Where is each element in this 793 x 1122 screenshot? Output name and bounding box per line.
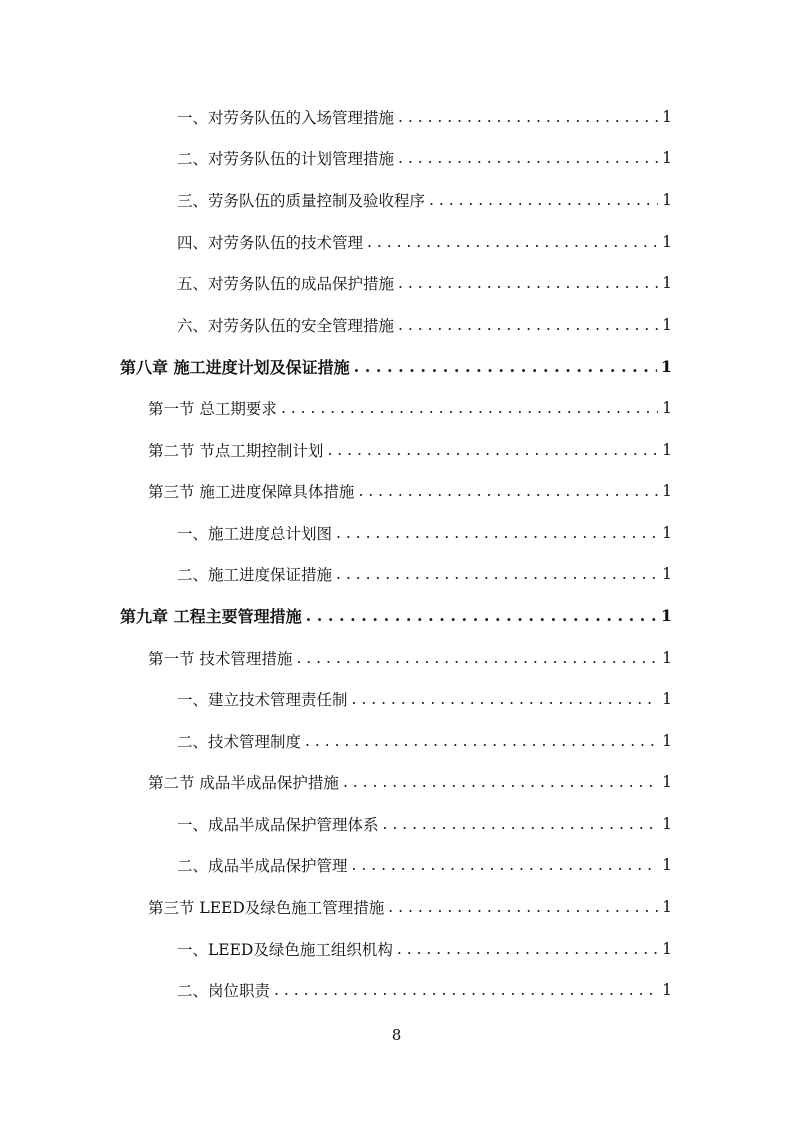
toc-entry-page: 1 xyxy=(662,856,672,875)
toc-entry-title: 二、施工进度保证措施 xyxy=(177,566,333,585)
toc-entry-item[interactable] xyxy=(0,304,793,346)
toc-entry-title: 第二节 节点工期控制计划 xyxy=(148,441,324,460)
toc-entry-item[interactable] xyxy=(0,803,793,845)
toc-dot-leader xyxy=(383,815,658,833)
toc-dot-leader xyxy=(336,524,658,542)
toc-entry-section[interactable] xyxy=(0,429,793,471)
toc-dot-leader xyxy=(327,441,658,459)
toc-entry-item[interactable] xyxy=(0,96,793,138)
toc-entry-title: 二、技术管理制度 xyxy=(177,732,302,751)
toc-entry-title: 第一节 技术管理措施 xyxy=(148,649,293,668)
toc-entry-item[interactable] xyxy=(0,554,793,596)
toc-dot-leader xyxy=(398,149,658,167)
toc-dot-leader xyxy=(336,565,658,583)
toc-entry-page: 1 xyxy=(662,482,672,501)
toc-entry-page: 1 xyxy=(660,356,672,376)
toc-dot-leader xyxy=(343,773,658,791)
toc-entry-title: 一、LEED及绿色施工组织机构 xyxy=(177,940,393,959)
toc-entry-title: 二、对劳务队伍的计划管理措施 xyxy=(177,150,395,169)
toc-dot-leader xyxy=(281,399,658,417)
toc-entry-page: 1 xyxy=(662,190,672,209)
toc-entry-title: 二、岗位职责 xyxy=(177,982,271,1001)
toc-entry-section[interactable] xyxy=(0,886,793,928)
toc-entry-item[interactable] xyxy=(0,720,793,762)
toc-entry-page: 1 xyxy=(662,523,672,542)
toc-entry-title: 一、施工进度总计划图 xyxy=(177,524,333,543)
toc-dot-leader xyxy=(305,732,658,750)
toc-entry-section[interactable] xyxy=(0,387,793,429)
toc-entry-page: 1 xyxy=(662,565,672,584)
toc-entry-section[interactable] xyxy=(0,637,793,679)
toc-dot-leader xyxy=(397,940,658,958)
toc-entry-item[interactable] xyxy=(0,138,793,180)
toc-dot-leader xyxy=(306,606,657,625)
toc-entry-item[interactable] xyxy=(0,262,793,304)
toc-entry-title: 六、对劳务队伍的安全管理措施 xyxy=(177,316,395,335)
toc-entry-page: 1 xyxy=(662,981,672,1000)
toc-entry-page: 1 xyxy=(662,939,672,958)
toc-entry-title: 一、建立技术管理责任制 xyxy=(177,691,348,710)
toc-entry-chapter[interactable] xyxy=(0,595,793,637)
toc-entry-page: 1 xyxy=(662,898,672,917)
toc-dot-leader xyxy=(388,898,658,916)
toc-entry-page: 1 xyxy=(662,731,672,750)
toc-entry-title: 第一节 总工期要求 xyxy=(148,399,277,418)
toc-entry-title: 第八章 施工进度计划及保证措施 xyxy=(120,357,350,377)
toc-entry-page: 1 xyxy=(660,606,672,626)
toc-entry-page: 1 xyxy=(662,232,672,251)
toc-entry-title: 一、成品半成品保护管理体系 xyxy=(177,815,379,834)
toc-dot-leader xyxy=(398,274,658,292)
table-of-contents xyxy=(0,96,793,1011)
toc-entry-page: 1 xyxy=(662,274,672,293)
toc-entry-page: 1 xyxy=(662,440,672,459)
toc-dot-leader xyxy=(398,316,658,334)
toc-entry-title: 第九章 工程主要管理措施 xyxy=(120,607,302,627)
toc-entry-item[interactable] xyxy=(0,179,793,221)
toc-entry-page: 1 xyxy=(662,648,672,667)
toc-entry-item[interactable] xyxy=(0,512,793,554)
toc-entry-title: 四、对劳务队伍的技术管理 xyxy=(177,233,364,252)
toc-dot-leader xyxy=(274,981,658,999)
toc-dot-leader xyxy=(354,357,657,376)
toc-dot-leader xyxy=(296,649,658,667)
toc-entry-page: 1 xyxy=(662,773,672,792)
toc-entry-page: 1 xyxy=(662,315,672,334)
toc-entry-page: 1 xyxy=(662,814,672,833)
toc-entry-item[interactable] xyxy=(0,969,793,1011)
toc-entry-section[interactable] xyxy=(0,762,793,804)
toc-entry-title: 二、成品半成品保护管理 xyxy=(177,857,348,876)
toc-entry-title: 三、劳务队伍的质量控制及验收程序 xyxy=(177,191,426,210)
toc-entry-section[interactable] xyxy=(0,470,793,512)
toc-entry-chapter[interactable] xyxy=(0,346,793,388)
toc-dot-leader xyxy=(352,690,658,708)
toc-entry-page: 1 xyxy=(662,690,672,709)
toc-entry-title: 第二节 成品半成品保护措施 xyxy=(148,774,339,793)
toc-dot-leader xyxy=(429,191,658,209)
toc-entry-item[interactable] xyxy=(0,845,793,887)
toc-dot-leader xyxy=(358,482,658,500)
toc-dot-leader xyxy=(352,856,658,874)
toc-entry-page: 1 xyxy=(662,107,672,126)
toc-entry-item[interactable] xyxy=(0,221,793,263)
toc-dot-leader xyxy=(398,108,658,126)
toc-entry-title: 一、对劳务队伍的入场管理措施 xyxy=(177,108,395,127)
toc-entry-title: 第三节 LEED及绿色施工管理措施 xyxy=(148,899,385,918)
toc-entry-title: 第三节 施工进度保障具体措施 xyxy=(148,483,355,502)
toc-entry-page: 1 xyxy=(662,149,672,168)
toc-entry-item[interactable] xyxy=(0,678,793,720)
page-number: 8 xyxy=(391,1026,402,1044)
toc-entry-page: 1 xyxy=(662,398,672,417)
toc-entry-title: 五、对劳务队伍的成品保护措施 xyxy=(177,275,395,294)
toc-entry-item[interactable] xyxy=(0,928,793,970)
toc-dot-leader xyxy=(367,233,658,251)
